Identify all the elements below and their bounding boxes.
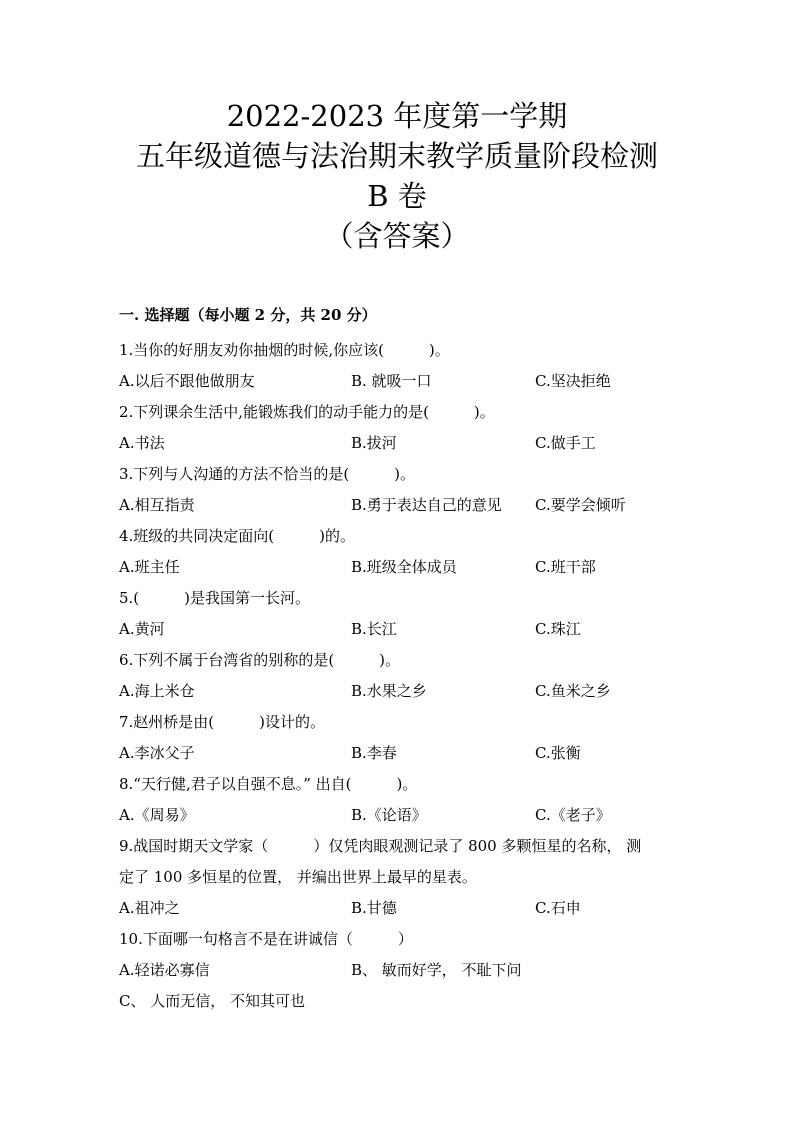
question-4-option-c: C.班干部 [535,558,596,576]
title-paper-version: B 卷 [367,179,427,213]
question-2-option-a: A.书法 [119,434,165,452]
question-7-option-b: B.李春 [351,744,397,762]
question-5-option-b: B.长江 [351,620,397,638]
question-3-option-c: C.要学会倾听 [535,496,626,514]
question-1-option-b: B. 就吸一口 [351,372,432,390]
question-9-stem-line-2: 定了 100 多恒星的位置， 并编出世界上最早的星表。 [119,868,477,886]
question-1-options [119,366,679,397]
question-8-options [119,800,679,831]
question-10-stem: 10.下面哪一句格言不是在讲诚信（ ） [119,930,413,948]
question-6-option-c: C.鱼米之乡 [535,682,611,700]
question-5-option-a: A.黄河 [119,620,165,638]
question-4-option-a: A.班主任 [119,558,180,576]
question-9-options [119,893,679,924]
question-10-option-b: B、 敏而好学， 不耻下问 [351,961,522,979]
question-8-option-b: B.《论语》 [351,806,427,824]
title-with-answers-note: （含答案） [324,219,470,253]
question-10-options-line-2 [119,986,679,1017]
question-2-stem: 2.下列课余生活中,能锻炼我们的动手能力的是( )。 [119,403,495,421]
title-year-line: 2022-2023 年度第一学期 [226,99,568,133]
question-10-option-c: C、 人而无信， 不知其可也 [119,992,306,1010]
section-heading-multiple-choice: 一. 选择题（每小题 2 分，共 20 分） [119,306,377,324]
question-3-option-b: B.勇于表达自己的意见 [351,496,502,514]
question-4-stem: 4.班级的共同决定面向( )的。 [119,527,356,545]
question-4-options [119,552,679,583]
question-7-option-c: C.张衡 [535,744,581,762]
question-9-option-b: B.甘德 [351,899,397,917]
question-3-option-a: A.相互指责 [119,496,195,514]
question-1-option-c: C.坚决拒绝 [535,372,611,390]
question-1-stem: 1.当你的好朋友劝你抽烟的时候,你应该( )。 [119,341,450,359]
question-1-option-a: A.以后不跟他做朋友 [119,372,255,390]
question-9-stem-line-1: 9.战国时期天文学家（ ）仅凭肉眼观测记录了 800 多颗恒星的名称， 测 [119,837,642,855]
question-3-stem: 3.下列与人沟通的方法不恰当的是( )。 [119,465,416,483]
question-list [119,335,679,1017]
question-6-options [119,676,679,707]
title-exam-name: 五年级道德与法治期末教学质量阶段检测 [135,139,658,173]
question-6-option-a: A.海上米仓 [119,682,195,700]
question-2-options [119,428,679,459]
question-7-options [119,738,679,769]
question-6-stem: 6.下列不属于台湾省的别称的是( )。 [119,651,401,669]
question-9-option-c: C.石申 [535,899,581,917]
question-2-option-b: B.拔河 [351,434,397,452]
question-8-option-a: A.《周易》 [119,806,195,824]
question-7-stem: 7.赵州桥是由( )设计的。 [119,713,326,731]
question-4-option-b: B.班级全体成员 [351,558,457,576]
question-9-option-a: A.祖冲之 [119,899,180,917]
question-8-option-c: C.《老子》 [535,806,611,824]
question-5-options [119,614,679,645]
question-10-options [119,955,679,986]
question-5-option-c: C.珠江 [535,620,581,638]
question-8-stem: 8.“天行健,君子以自强不息。” 出自( )。 [119,775,418,793]
question-3-options [119,490,679,521]
question-10-option-a: A.轻诺必寡信 [119,961,210,979]
question-7-option-a: A.李冰父子 [119,744,195,762]
document-title [0,96,794,256]
question-2-option-c: C.做手工 [535,434,596,452]
question-6-option-b: B.水果之乡 [351,682,427,700]
question-5-stem: 5.( )是我国第一长河。 [119,589,311,607]
